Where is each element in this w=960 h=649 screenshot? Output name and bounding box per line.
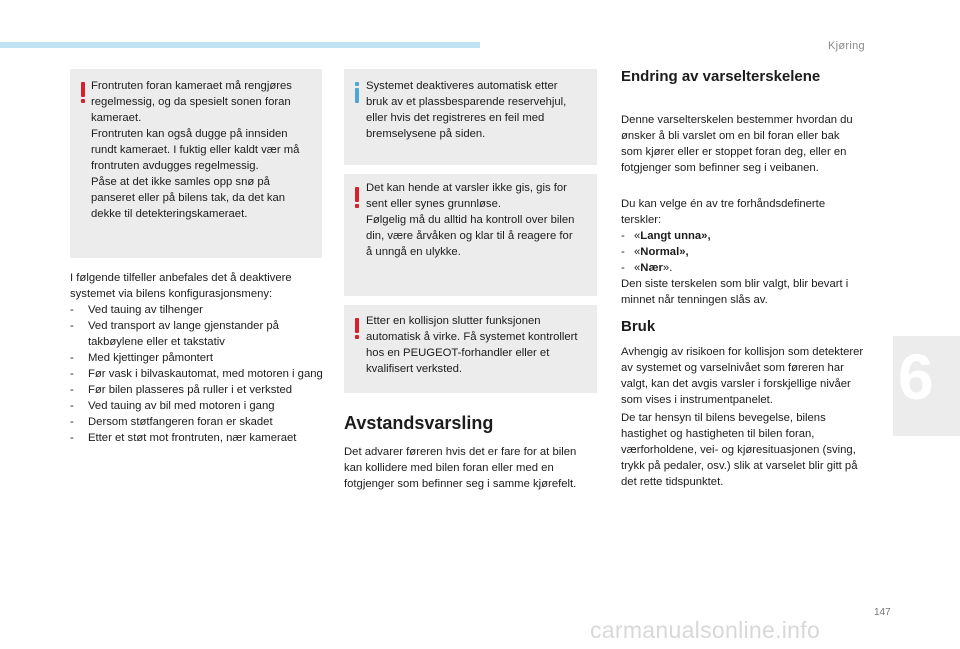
text-line: De tar hensyn til bilens bevegelse, bilens	[621, 412, 826, 424]
text-line: som kjører eller er stoppet foran deg, eller en	[621, 146, 847, 158]
text-line: minnet når tenningen slås av.	[621, 294, 768, 306]
text-line: terskler:	[621, 214, 662, 226]
warning-text-line: frontruten avdugges regelmessig.	[91, 160, 259, 172]
intro-line: I følgende tilfeller anbefales det å deaktivere	[70, 272, 292, 284]
warning-text-line: hos en PEUGEOT-forhandler eller et	[366, 347, 550, 359]
warning-icon	[355, 318, 359, 339]
text-line: valgt, kan det avgis varsler i forskjellige nivåer	[621, 378, 851, 390]
warning-text-line: Det kan hende at varsler ikke gis, gis for	[366, 182, 567, 194]
warning-icon	[355, 187, 359, 208]
threshold-choice	[621, 196, 881, 308]
warning-text-line: Følgelig må du alltid ha kontroll over bilen	[366, 214, 575, 226]
text-line: trykk på pedaler, osv.) slik at varselet blir gitt på	[621, 460, 858, 472]
warning-text-line: automatisk å virke. Få systemet kontrollert	[366, 331, 578, 343]
list-item: - Dersom støtfangeren foran er skadet	[70, 416, 273, 428]
text-line: Det advarer føreren hvis det er fare for at bilen	[344, 446, 577, 458]
text-line: Den siste terskelen som blir valgt, blir bevart i	[621, 278, 849, 290]
list-item: - Med kjettinger påmontert	[70, 352, 213, 364]
warning-text-line: dekke til detekteringskameraet.	[91, 208, 248, 220]
text-line: det rette tidspunktet.	[621, 476, 724, 488]
warning-text-line: Frontruten kan også dugge på innsiden	[91, 128, 288, 140]
warning-icon	[81, 82, 85, 103]
warning-box-collision	[344, 305, 597, 393]
text-line: kan kollidere med bilen foran eller med en	[344, 462, 554, 474]
chapter-number: 6	[898, 341, 934, 413]
warning-text-line: å unngå en ulykke.	[366, 246, 461, 258]
deactivate-intro	[70, 270, 330, 302]
chapter-name: Kjøring	[828, 40, 865, 52]
text-line: ønsker å bli varslet om en bil foran eller bak	[621, 130, 840, 142]
list-item: - Ved tauing av tilhenger	[70, 304, 203, 316]
warning-text-line: Etter en kollisjon slutter funksjonen	[366, 315, 541, 327]
text-line: værforholdene, vei- og kjøresituasjonen (sving,	[621, 444, 856, 456]
text-line: Du kan velge én av tre forhåndsdefinerte	[621, 198, 826, 210]
warning-text-line: kameraet.	[91, 112, 142, 124]
deactivate-list	[70, 302, 325, 446]
page-number: 147	[874, 607, 891, 618]
warning-text-line: regelmessig, og da spesielt sonen foran	[91, 96, 291, 108]
threshold-option-normal: - «Normal»,	[621, 246, 689, 258]
header-bar	[0, 42, 480, 48]
avstandsvarsling-text	[344, 444, 599, 492]
threshold-description	[621, 112, 881, 176]
warning-text-line: Frontruten foran kameraet må rengjøres	[91, 80, 292, 92]
list-item: - Ved tauing av bil med motoren i gang	[70, 400, 275, 412]
bruk-text-2	[621, 410, 883, 490]
info-box-spare-wheel	[344, 69, 597, 165]
warning-text-line: kvalifisert verksted.	[366, 363, 463, 375]
intro-line: systemet via bilens konfigurasjonsmeny:	[70, 288, 273, 300]
section-title-bruk: Bruk	[621, 318, 656, 335]
warning-text-line: din, være årvåken og klar til å reagere for	[366, 230, 573, 242]
text-line: hastighet og hastigheten til bilen foran,	[621, 428, 815, 440]
info-text-line: eller hvis det registreres en feil med	[366, 112, 545, 124]
list-item: - Etter et støt mot frontruten, nær kameraet	[70, 432, 297, 444]
warning-text-line: rundt kameraet. I fuktig eller kaldt vær må	[91, 144, 300, 156]
watermark: carmanualsonline.info	[590, 617, 821, 643]
warning-text-line: panseret eller på bilens tak, da det kan	[91, 192, 286, 204]
info-icon	[355, 82, 359, 103]
warning-box-camera	[70, 69, 322, 258]
list-item: - Ved transport av lange gjenstander på takbøylene eller et takstativ	[70, 320, 279, 348]
warning-box-alerts	[344, 174, 597, 296]
list-item: - Før vask i bilvaskautomat, med motoren i gang	[70, 368, 323, 380]
text-line: Denne varselterskelen bestemmer hvordan du	[621, 114, 853, 126]
info-text-line: bruk av et plassbesparende reservehjul,	[366, 96, 567, 108]
text-line: fotgjenger som befinner seg i veibanen.	[621, 162, 819, 174]
bruk-text-1	[621, 344, 883, 408]
list-item: - Før bilen plasseres på ruller i et verksted	[70, 384, 293, 396]
threshold-option-naer: - «Nær».	[621, 262, 673, 274]
info-text-line: Systemet deaktiveres automatisk etter	[366, 80, 558, 92]
info-text-line: bremselysene på siden.	[366, 128, 486, 140]
text-line: Avhengig av risikoen for kollisjon som detekterer	[621, 346, 864, 358]
text-line: fotgjenger som befinner seg i samme kjørefelt.	[344, 478, 577, 490]
section-title-avstandsvarsling: Avstandsvarsling	[344, 413, 494, 433]
warning-text-line: sent eller synes grunnløse.	[366, 198, 502, 210]
threshold-option-langt-unna: - «Langt unna»,	[621, 230, 711, 242]
section-title-thresholds: Endring av varselterskelene	[621, 68, 821, 85]
warning-text-line: Påse at det ikke samles opp snø på	[91, 176, 270, 188]
text-line: av systemet og varselnivået som føreren har	[621, 362, 844, 374]
text-line: som vises i instrumentpanelet.	[621, 394, 773, 406]
